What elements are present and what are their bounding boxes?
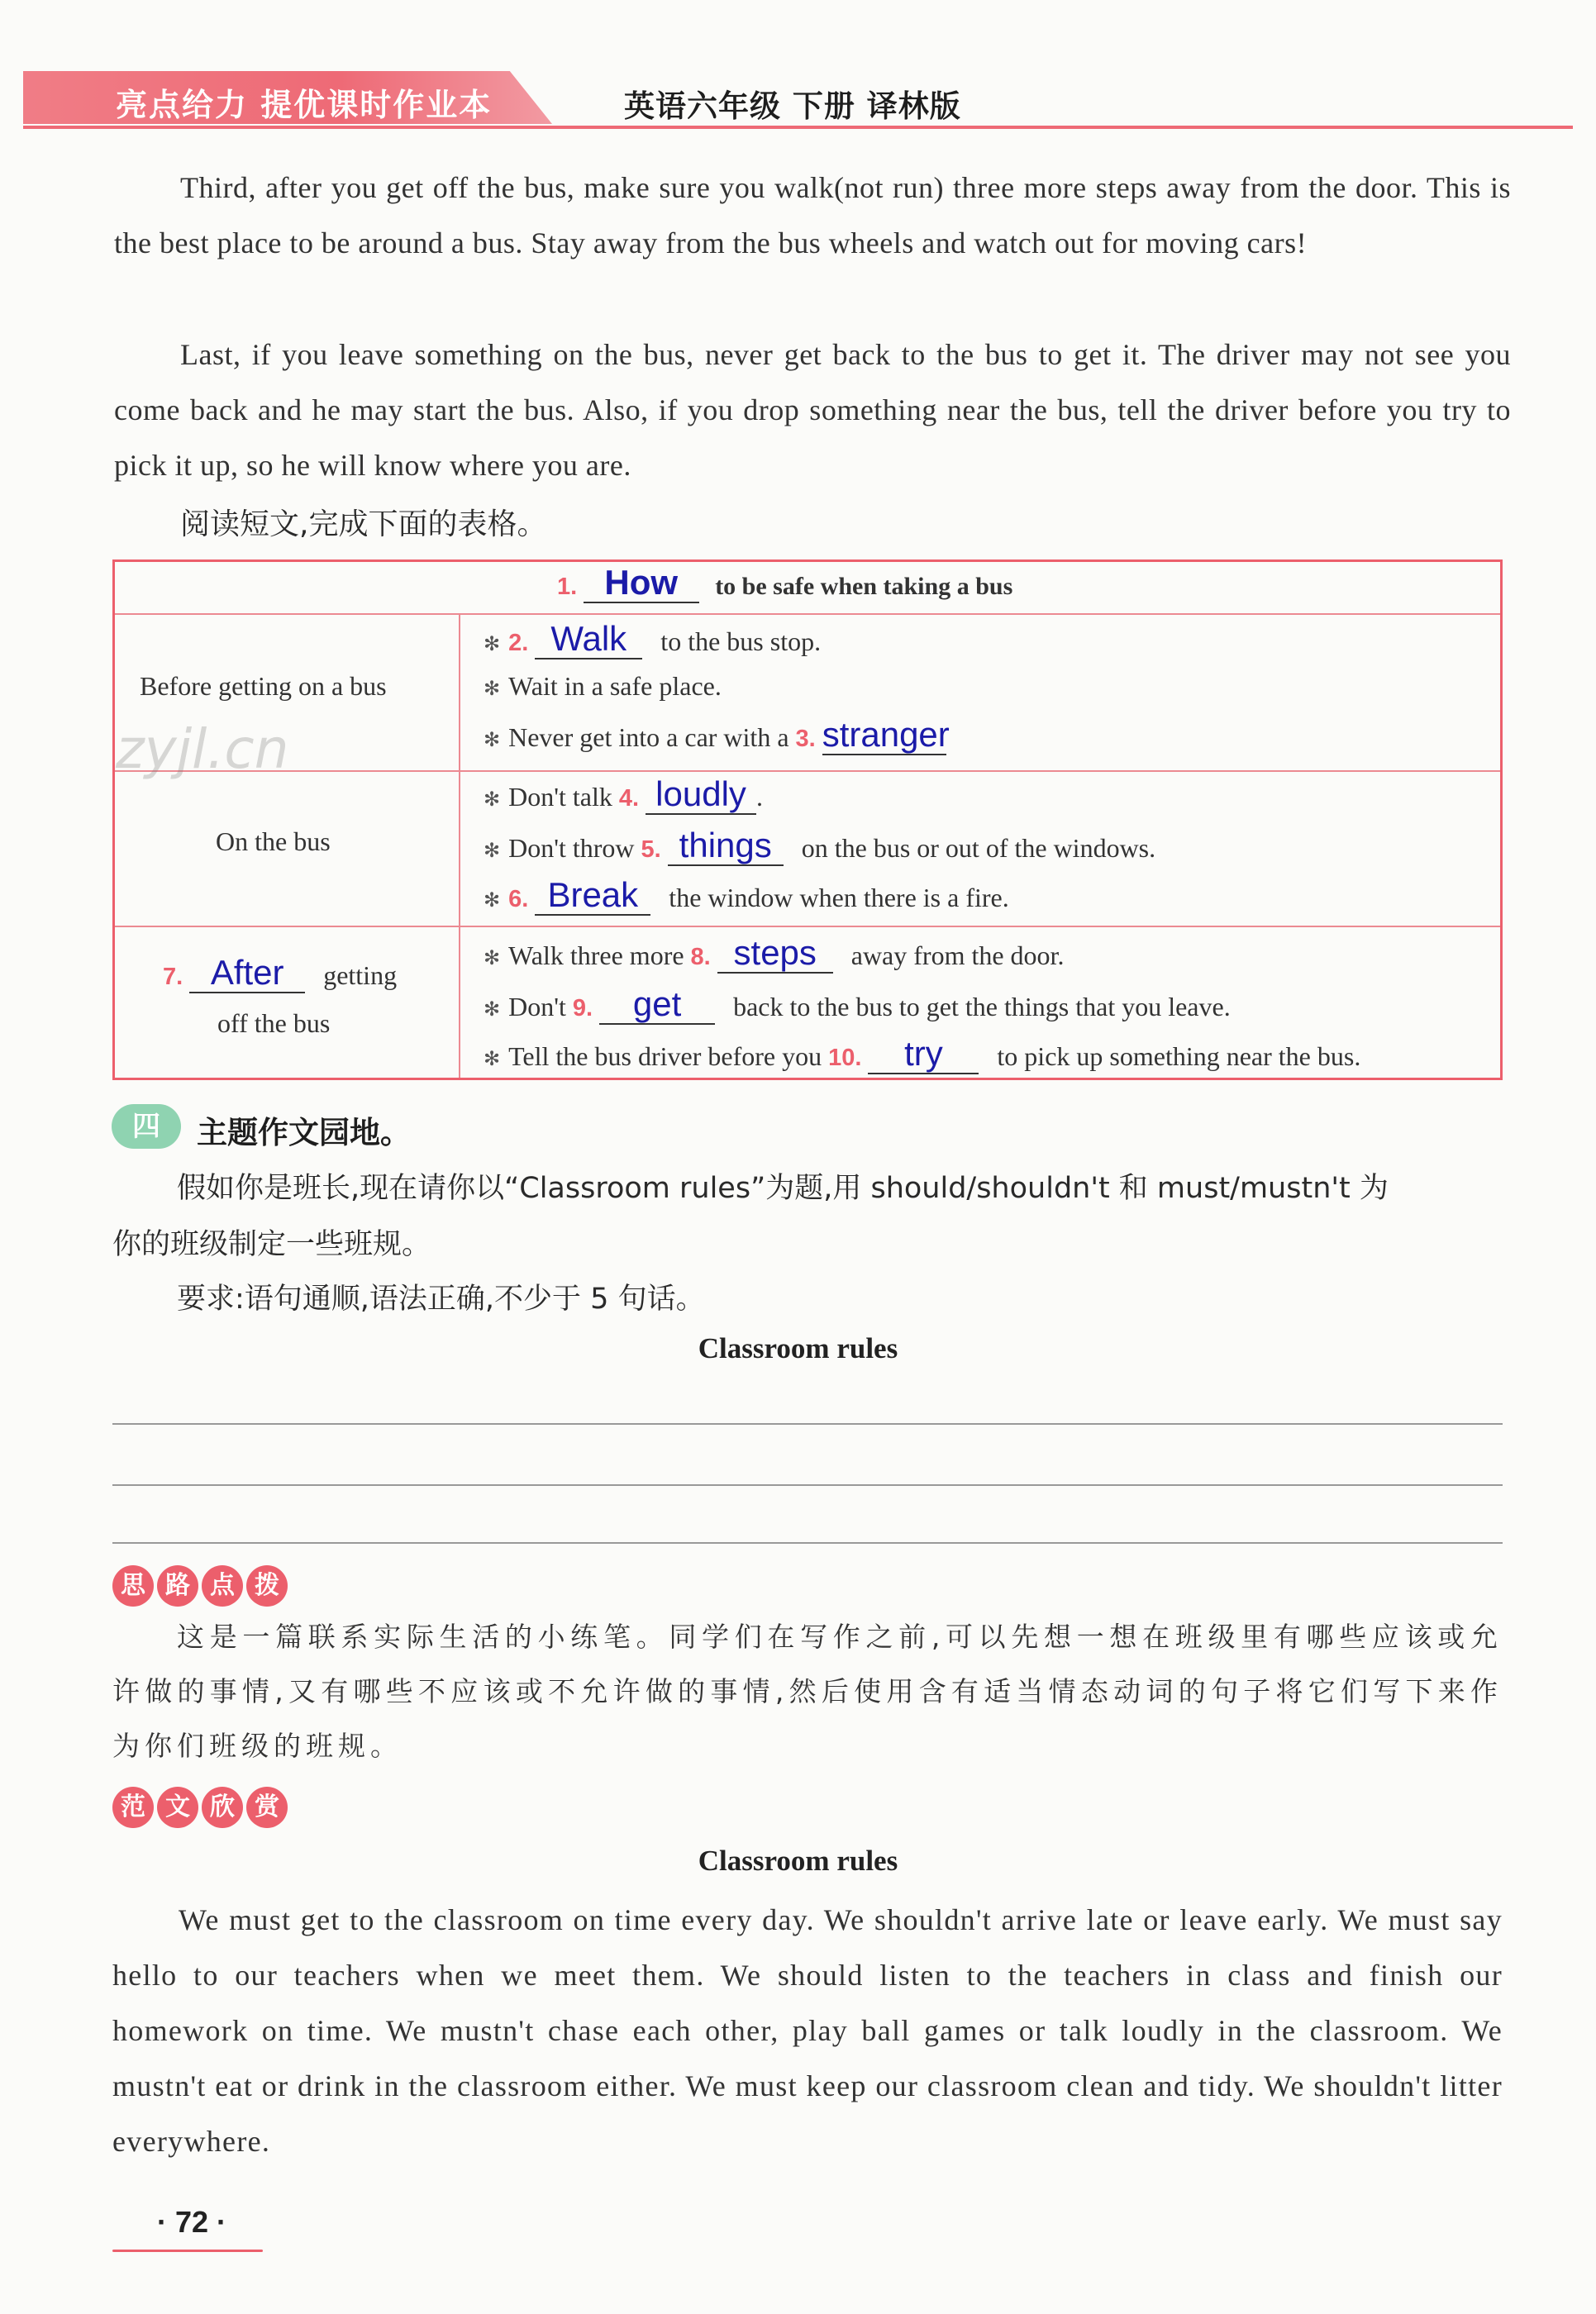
blank-number-7: 7. [163,964,183,990]
row-label-on-bus: On the bus [216,826,331,856]
item-text: Don't throw [508,833,635,863]
star-bullet-icon: ✻ [484,678,501,700]
watermark: zyjl.cn [116,717,289,781]
header-divider [23,126,1573,129]
passage-paragraph-third: Third, after you get off the bus, make sure you walk(not run) three more steps away from the door. This is the best place to be around a bus. Stay away from the bus wheels and watch out for moving cars! [114,171,1511,259]
sample-essay: We must get to the classroom on time every day. We shouldn't arrive late or leave early. We must say hello to our teachers when we meet them. We should listen to the teachers in class and finish our homework on time. We mustn't chase each other, play ball games or talk loudly in the classroom. We mustn't eat or drink in the classroom either. We must keep our classroom clean and tidy. We shouldn't litter everywhere. [112,1903,1503,2158]
row-label-after-line2: off the bus [217,1008,331,1038]
star-bullet-icon: ✻ [484,634,501,655]
item-text: Never get into a car with a [508,722,789,752]
item-text: to the bus stop. [660,626,822,656]
writing-line[interactable] [112,1542,1503,1544]
sample-title: Classroom rules [698,1845,898,1877]
table-line [115,770,1500,772]
passage-paragraph-last: Last, if you leave something on the bus, never get back to the bus to get it. The driver may not see you come back and he may start the bus. Also, if you drop something near the bus, tell the driver before you try to pick it up, so he will know where you are. [114,338,1511,482]
item-text: to pick up something near the bus. [997,1041,1361,1071]
answer-4: loudly [646,775,756,815]
answer-6: Break [535,876,650,916]
answer-1: How [584,564,699,603]
blank-number-2: 2. [508,630,529,656]
tips-badge-char: 拨 [246,1565,288,1607]
table-title [557,564,1012,603]
answer-3: stranger [822,715,950,754]
blank-number-9: 9. [572,995,593,1021]
star-bullet-icon: ✻ [484,948,501,969]
blank-number-3: 3. [795,726,816,752]
item-text: back to the bus to get the things that you leave. [733,992,1231,1021]
blank-number-4: 4. [618,785,640,812]
answer-8: steps [717,934,833,974]
sample-badge [112,1787,288,1828]
star-bullet-icon: ✻ [484,999,501,1021]
series-title: 亮点给力 提优课时作业本 [116,87,493,123]
writing-requirement: 要求:语句通顺,语法正确,不少于 5 句话。 [177,1283,705,1316]
task-instruction: 阅读短文,完成下面的表格。 [180,507,547,541]
sample-badge-char: 赏 [246,1787,288,1828]
table-item [484,1035,1360,1074]
table-item [484,715,950,755]
writing-prompt-line2: 你的班级制定一些班规。 [112,1228,431,1261]
answer-2: Walk [535,620,642,659]
item-text: away from the door. [850,940,1065,970]
writing-line[interactable] [112,1484,1503,1486]
table-item [484,876,1009,916]
item-text: Don't talk [508,782,612,812]
sample-badge-char: 范 [112,1787,154,1828]
table-line [115,926,1500,927]
star-bullet-icon: ✻ [484,890,501,912]
page-number-underline [112,2250,263,2252]
item-text: Don't [508,992,566,1021]
star-bullet-icon: ✻ [484,1049,501,1070]
star-bullet-icon: ✻ [484,730,501,751]
table-line [115,613,1500,615]
table-item [484,620,821,659]
answer-9: get [599,985,715,1025]
table-item [484,934,1064,974]
writing-prompt-line1: 假如你是班长,现在请你以“Classroom rules”为题,用 should/shouldn't 和 must/mustn't 为 [177,1172,1389,1205]
table-item [484,775,763,815]
sample-badge-char: 欣 [202,1787,243,1828]
table-item [484,985,1231,1025]
book-title: 英语六年级 下册 译林版 [624,88,961,124]
table-line [459,613,460,1078]
blank-number-5: 5. [641,836,661,863]
item-text: the window when there is a fire. [669,883,1009,912]
blank-number-10: 10. [828,1045,862,1071]
item-text: Wait in a safe place. [508,671,722,701]
star-bullet-icon: ✻ [484,840,501,862]
blank-number-6: 6. [508,886,529,912]
star-bullet-icon: ✻ [484,789,501,811]
row-label-before: Before getting on a bus [140,671,387,701]
writing-line[interactable] [112,1423,1503,1425]
row-label-text: getting [323,960,398,990]
table-item [484,671,722,702]
table-item [484,826,1155,866]
item-text: Walk three more [508,940,684,970]
tips-badge-char: 点 [202,1565,243,1607]
item-text: . [756,782,764,812]
tips-badge-char: 思 [112,1565,154,1607]
tips-badge-char: 路 [157,1565,198,1607]
tips-badge [112,1565,288,1607]
table-title-text: to be safe when taking a bus [715,573,1013,600]
sample-badge-char: 文 [157,1787,198,1828]
page-number: · 72 · [157,2205,227,2239]
section-title: 主题作文园地。 [197,1115,411,1150]
essay-title: Classroom rules [698,1332,898,1364]
answer-7: After [189,954,305,993]
reading-table [112,559,1503,1080]
blank-number-8: 8. [690,944,711,970]
item-text: on the bus or out of the windows. [801,833,1156,863]
section-number-icon: 四 [112,1104,181,1149]
blank-number-1: 1. [557,574,578,600]
item-text: Tell the bus driver before you [508,1041,822,1071]
answer-10: try [868,1035,979,1074]
row-label-after [163,954,397,993]
tips-text: 这是一篇联系实际生活的小练笔。同学们在写作之前,可以先想一想在班级里有哪些应该或允许做的事情,又有哪些不应该或不允许做的事情,然后使用含有适当情态动词的句子将它们写下来作为你们班级的班规。 [112,1621,1503,1762]
answer-5: things [668,826,784,866]
